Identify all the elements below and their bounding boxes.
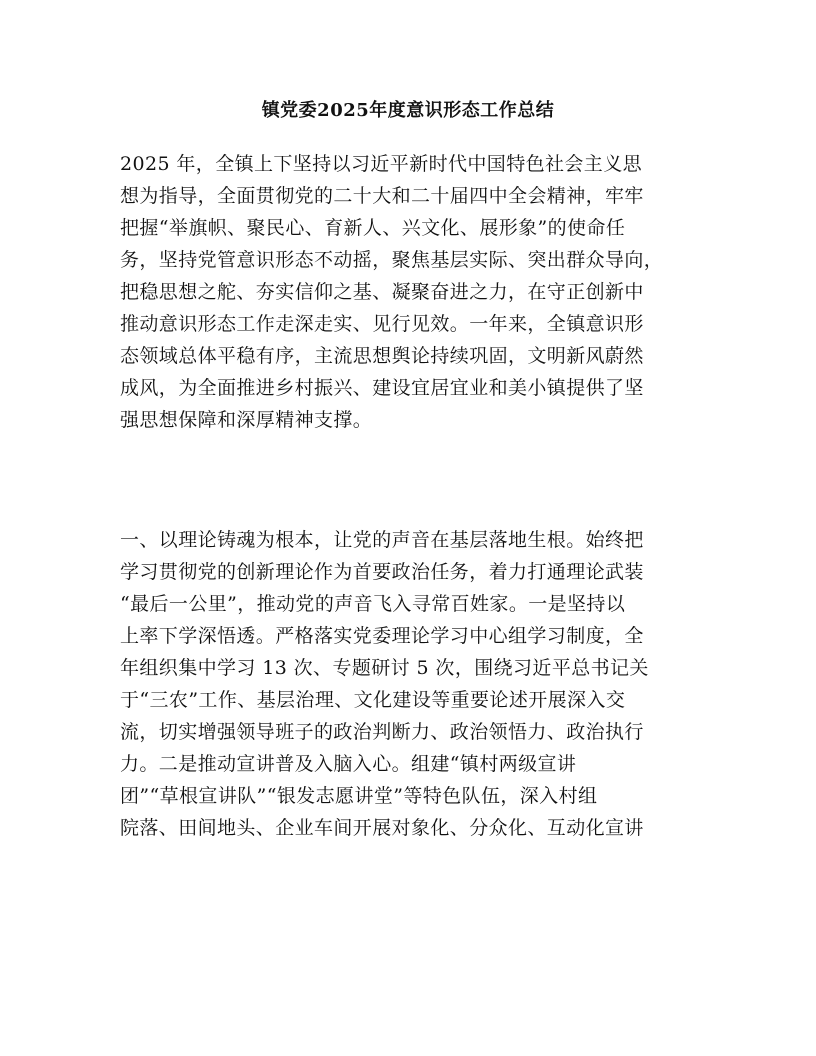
text-line: 成风，为全面推进乡村振兴、建设宜居宜业和美小镇提供了坚 <box>120 377 644 399</box>
text-line: “最后一公里”，推动党的声音飞入寻常百姓家。一是坚持以 <box>120 593 626 615</box>
document-title: 镇党委2025年度意识形态工作总结 <box>261 100 555 121</box>
text-line: 2025 年，全镇上下坚持以习近平新时代中国特色社会主义思 <box>120 153 642 175</box>
paragraph-intro <box>120 148 700 436</box>
text-line: 上率下学深悟透。严格落实党委理论学习中心组学习制度，全 <box>120 625 644 647</box>
text-line: 流，切实增强领导班子的政治判断力、政治领悟力、政治执行 <box>120 721 644 743</box>
text-line: 力。二是推动宣讲普及入脑入心。组建“镇村两级宣讲 <box>120 753 577 775</box>
text-line: 把握“举旗帜、聚民心、育新人、兴文化、展形象”的使命任 <box>120 217 626 239</box>
text-line: 想为指导，全面贯彻党的二十大和二十届四中全会精神，牢牢 <box>120 185 644 207</box>
text-line: 强思想保障和深厚精神支撑。 <box>120 409 373 431</box>
text-line: 态领域总体平稳有序，主流思想舆论持续巩固，文明新风蔚然 <box>120 345 644 367</box>
paragraph-section-one <box>120 524 700 844</box>
text-line: 把稳思想之舵、夯实信仰之基、凝聚奋进之力，在守正创新中 <box>120 281 644 303</box>
text-line: 务，坚持党管意识形态不动摇，聚焦基层实际、突出群众导向， <box>120 249 664 271</box>
text-line: 年组织集中学习 13 次、专题研讨 5 次，围绕习近平总书记关 <box>120 657 649 679</box>
text-line: 团”“草根宣讲队”“银发志愿讲堂”等特色队伍，深入村组 <box>120 785 598 807</box>
text-line: 于“三农”工作、基层治理、文化建设等重要论述开展深入交 <box>120 689 626 711</box>
text-line: 院落、田间地头、企业车间开展对象化、分众化、互动化宣讲 <box>120 817 644 839</box>
text-line: 学习贯彻党的创新理论作为首要政治任务，着力打通理论武装 <box>120 561 644 583</box>
text-line: 推动意识形态工作走深走实、见行见效。一年来，全镇意识形 <box>120 313 644 335</box>
text-line: 一、以理论铸魂为根本，让党的声音在基层落地生根。始终把 <box>120 529 644 551</box>
